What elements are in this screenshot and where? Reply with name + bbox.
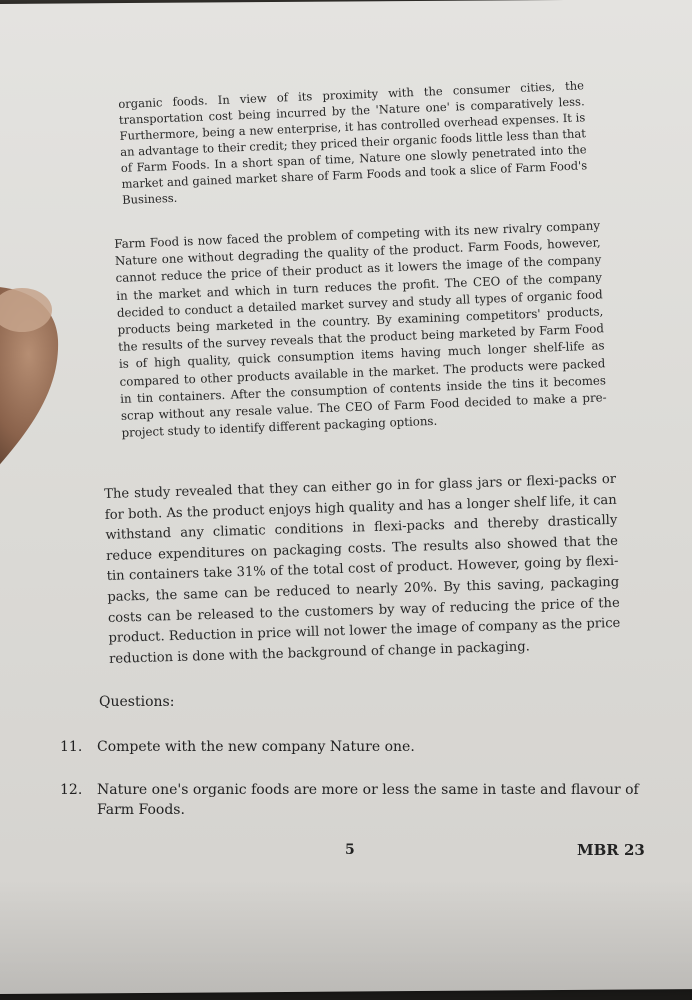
paper-code: MBR 23	[577, 841, 645, 859]
question-item-11	[60, 737, 660, 757]
question-number: 11.	[60, 739, 83, 755]
case-paragraph-3: The study revealed that they can either go in for glass jars or flexi-packs or for both. As the product enjoys high quality and has a longer shelf life, it can withstand any climatic conditions in flexi-packs and thereby drastically reduce expenditures on packaging costs. The results also showed that the tin containers take 31% of the total cost of product. However, going by flexi-packs, the same can be reduced to nearly 20%. By this saving, packaging costs can be released to the customers by way of reducing the price of the product. Reduction in price will not lower the image of company as the price reduction is done with the background of change in packaging.	[104, 471, 621, 667]
case-paragraph-2: Farm Food is now faced the problem of competing with its new rivalry company Nature one without degrading the quality of the product. Farm Foods, however, cannot reduce the price of their product as it lowers the image of the company in the market and which in turn reduces the profit. The CEO of the company decided to conduct a detailed market survey and study all types of organic food products being marketed in the country. By examining competitors' products, the results of the survey reveals that the product being marketed by Farm Food is of high quality, quick consumption items having much longer shelf-life as compared to other products available in the market. The products were packed in tin containers. After the consumption of contents inside the tins it becomes scrap without any resale value. The CEO of Farm Food decided to make a pre-project study to identify different packaging options.	[114, 218, 607, 441]
question-text: Nature one's organic foods are more or less the same in taste and flavour of Farm Foods.	[97, 782, 639, 818]
question-number: 12.	[60, 782, 83, 798]
page-number: 5	[345, 842, 355, 858]
question-item-12	[60, 780, 650, 820]
questions-heading: Questions:	[99, 694, 175, 710]
case-paragraph-1: organic foods. In view of its proximity with the consumer cities, the transportation cost being incurred by the 'Nature one' is comparatively less. Furthermore, being a new enterprise, it has controlled overhead expenses. It is an advantage to their credit; they priced their organic foods little less than that of Farm Foods. In a short span of time, Nature one slowly penetrated into the market and gained market share of Farm Foods and took a slice of Farm Food's Business.	[118, 78, 588, 207]
finger-photo-artifact	[0, 280, 60, 480]
question-text: Compete with the new company Nature one.	[97, 739, 415, 755]
